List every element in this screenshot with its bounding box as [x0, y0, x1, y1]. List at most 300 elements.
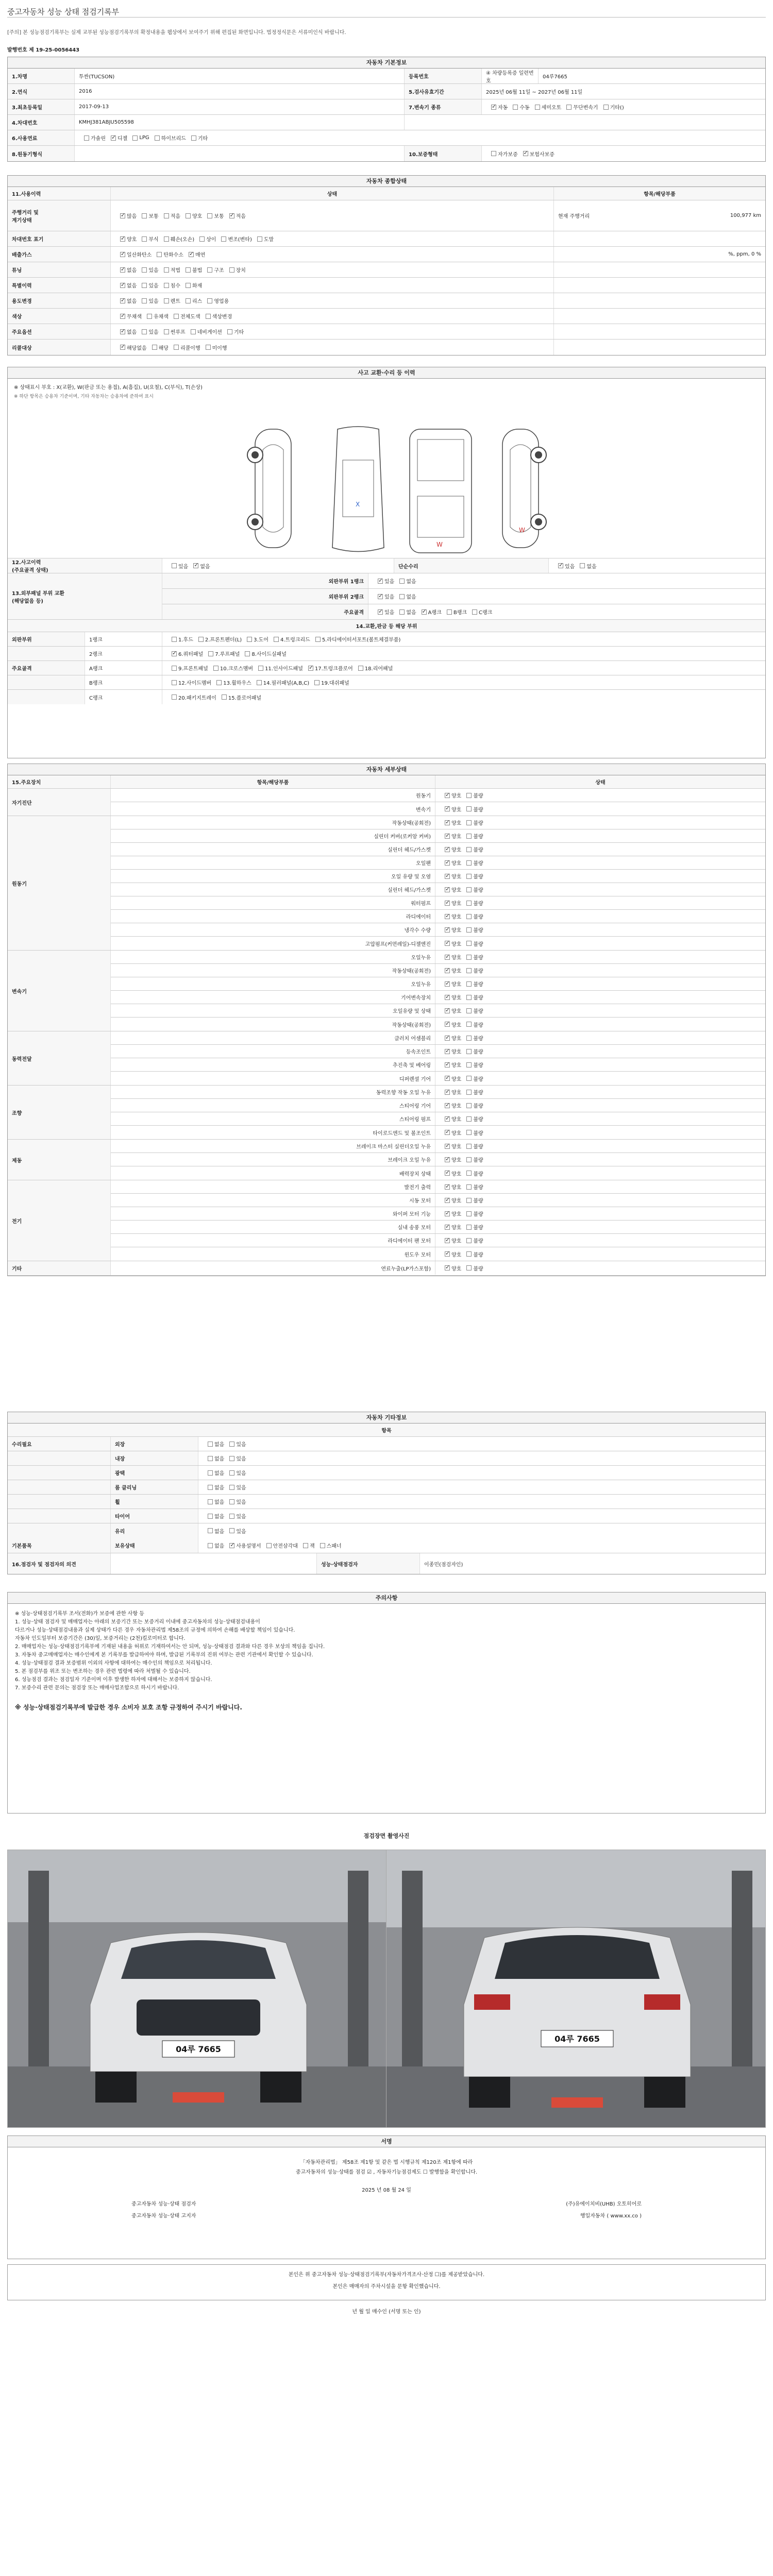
checkbox-icon	[229, 267, 234, 273]
overview-row-label: 배출가스	[8, 247, 111, 262]
option-label: 없음	[406, 595, 416, 600]
option-label: 없음	[214, 1514, 225, 1520]
blank-cell	[405, 115, 765, 130]
checkbox-icon	[120, 345, 125, 350]
option-label: 많음	[127, 214, 137, 219]
warranty-label: 10.보증형태	[405, 146, 482, 161]
checkbox-icon	[580, 563, 585, 568]
option-label: 불량	[473, 941, 483, 947]
checkbox-icon	[229, 1470, 234, 1476]
checkbox-icon	[566, 105, 572, 110]
notes-line: 다르거나 성능·상태점검내용과 실제 상태가 다른 경우 자동차관리법 제58조의 규정에 의하여 손해를 배상할 책임이 있습니다.	[15, 1628, 295, 1633]
option-label: 해당없음	[127, 345, 147, 351]
option-label: 없음	[214, 1544, 225, 1549]
overview-col-3: 항목/해당부품	[554, 187, 765, 200]
option-label: 양호	[451, 1063, 462, 1069]
detail-item-label: 등속조인트	[111, 1045, 435, 1058]
option-label: 불량	[473, 807, 483, 813]
option-label: 네비게이션	[197, 330, 222, 335]
checkbox-icon	[466, 914, 472, 919]
checkbox-icon	[445, 995, 450, 1000]
detail-row	[111, 1153, 765, 1166]
damage-title: 사고 교환·수리 등 이력	[8, 367, 765, 379]
checkbox-icon	[207, 298, 212, 303]
overview-col-2: 상태	[111, 187, 554, 200]
other-row	[8, 1480, 765, 1495]
sign-row-1	[8, 2193, 765, 2207]
option-label: 20.패키지트레이	[178, 695, 216, 701]
checkbox-icon	[120, 329, 125, 334]
option-label: 유채색	[153, 314, 169, 320]
checkbox-icon	[208, 1485, 213, 1490]
option-label: 불량	[473, 861, 483, 867]
detail-col-1: 15.주요장치	[8, 775, 111, 788]
buyer-statement: 본인은 위 중고자동차 성능·상태점검기록부(자동차가격조사·산정 ☐)를 제공받았습니다.	[288, 2272, 485, 2278]
checkbox-icon	[247, 637, 252, 642]
document-title: 중고자동차 성능 상태 점검기록부	[7, 7, 120, 16]
option-label: 썬루프	[170, 330, 186, 335]
option-label: 불량	[473, 1185, 483, 1191]
inspector-row	[8, 1553, 765, 1574]
option-label: 없음	[127, 283, 137, 289]
detail-row	[111, 1018, 765, 1031]
detail-status-options	[435, 937, 765, 950]
detail-row	[111, 991, 765, 1004]
photos-title: 점검장면 촬영사진	[363, 1833, 410, 1839]
option-label: 불량	[473, 995, 483, 1001]
parts-rank-label: B랭크	[85, 675, 162, 689]
overview-row-options	[111, 293, 554, 308]
overview-row	[8, 231, 765, 247]
option-label: 있음	[236, 1471, 246, 1477]
option-label: 없음	[214, 1485, 225, 1491]
detail-row	[111, 1045, 765, 1058]
option-label: 있음	[384, 610, 395, 616]
checkbox-icon	[445, 820, 450, 825]
detail-item-label: 실린더 헤드/가스켓	[111, 883, 435, 896]
detail-status-options	[435, 1004, 765, 1017]
checkbox-icon	[445, 1130, 450, 1135]
detail-group-label: 조향	[8, 1086, 111, 1139]
checkbox-icon	[258, 666, 263, 671]
option-label: 양호	[451, 1158, 462, 1163]
other-item-label: 외장	[111, 1437, 198, 1451]
option-label: 훼손(오손)	[170, 237, 195, 243]
buyer-statement-2: 본인은 매매자의 주차시설을 문항 확인했습니다.	[332, 2284, 441, 2290]
notes-line: 5. 본 점검부를 위조 또는 변조하는 경우 관련 법령에 따라 처벌될 수 있습니다.	[15, 1669, 191, 1674]
replace-label: 13.외부패널 부위 교환 (해당없음 등)	[8, 573, 162, 619]
checkbox-icon	[445, 874, 450, 879]
checkbox-icon	[206, 345, 211, 350]
option-label: 있음	[236, 1442, 246, 1448]
overview-row	[8, 324, 765, 340]
option-label: 양호	[451, 834, 462, 840]
checkbox-icon	[466, 1022, 472, 1027]
overview-row-value	[554, 324, 765, 339]
option-label: 없음	[200, 564, 210, 570]
option-label: 변조(변타)	[228, 237, 252, 243]
overview-title: 자동차 종합상태	[8, 176, 765, 187]
parts-row	[8, 647, 765, 661]
checkbox-icon	[208, 1470, 213, 1476]
option-label: 3.도어	[254, 637, 268, 643]
detail-status-options	[435, 951, 765, 963]
option-label: 양호	[451, 955, 462, 961]
basic-row-1	[8, 69, 765, 84]
detail-status-options	[435, 1153, 765, 1166]
parts-row	[8, 661, 765, 675]
other-info-table	[7, 1412, 766, 1574]
detail-row	[111, 1099, 765, 1112]
opinion-label: 성능·상태점검자	[317, 1553, 420, 1574]
basic-info-table	[7, 57, 766, 162]
checkbox-icon	[445, 1238, 450, 1243]
overview-table	[7, 175, 766, 355]
checkbox-icon	[207, 267, 212, 273]
option-label: LPG	[139, 135, 149, 141]
basic-row-4	[8, 115, 765, 130]
overview-row-options	[111, 247, 554, 262]
parts-rank-label: A랭크	[85, 661, 162, 675]
checkbox-icon	[229, 1543, 234, 1548]
detail-group-label: 동력전달	[8, 1031, 111, 1085]
checkbox-icon	[466, 1251, 472, 1257]
option-label: 있음	[565, 564, 575, 570]
option-label: 양호	[451, 1117, 462, 1123]
option-label: 세미오토	[541, 105, 562, 111]
detail-row	[111, 923, 765, 937]
checkbox-icon	[399, 579, 405, 584]
checkbox-icon	[466, 806, 472, 811]
rear-car-image	[386, 1850, 766, 2128]
checkbox-icon	[445, 1144, 450, 1149]
option-label: 양호	[451, 1144, 462, 1150]
option-label: 불량	[473, 1239, 483, 1244]
option-label: 없음	[214, 1500, 225, 1505]
accident-label: 12.사고이력 (주요골격 상태)	[8, 558, 162, 573]
detail-row	[111, 937, 765, 950]
option-label: 불량	[473, 821, 483, 826]
checkbox-icon	[111, 135, 116, 141]
detail-item-label: 추진축 및 베어링	[111, 1058, 435, 1071]
rear-car-photo	[386, 1850, 766, 2128]
option-label: 구조	[214, 268, 224, 274]
detail-items	[111, 789, 765, 816]
option-label: 전체도색	[180, 314, 200, 320]
overview-row-label: 리콜대상	[8, 340, 111, 355]
other-item-label: 룸 클리닝	[111, 1480, 198, 1494]
option-label: 있음	[236, 1485, 246, 1491]
detail-item-label: 작동상태(공회전)	[111, 964, 435, 977]
detail-row	[111, 1031, 765, 1045]
checkbox-icon	[142, 298, 147, 303]
option-label: 없음	[214, 1529, 225, 1535]
detail-row	[111, 802, 765, 816]
option-label: 14.필러패널(A,B,C)	[263, 681, 310, 686]
detail-group	[8, 1180, 765, 1261]
checkbox-icon	[172, 680, 177, 685]
option-label: 9.프론트패널	[178, 666, 208, 672]
option-label: 13.휠하우스	[223, 681, 251, 686]
inspector-value	[111, 1553, 317, 1574]
checkbox-icon	[229, 1442, 234, 1447]
odometer-label: 주행거리 및 계기상태	[8, 200, 111, 231]
basic-row-5	[8, 130, 765, 146]
other-options	[198, 1480, 765, 1494]
document-number	[7, 45, 79, 53]
detail-status-options	[435, 964, 765, 977]
option-label: 리콜이행	[180, 345, 200, 351]
opinion-value: 이종민(점검자인)	[424, 1562, 463, 1568]
checkbox-icon	[445, 1076, 450, 1081]
checkbox-icon	[399, 609, 405, 615]
detail-status-options	[435, 1099, 765, 1112]
checkbox-icon	[466, 1076, 472, 1081]
detail-item-label: 실내 송풍 모터	[111, 1221, 435, 1233]
option-label: 기타()	[610, 105, 624, 111]
detail-status-options	[435, 1112, 765, 1125]
detail-status-options	[435, 1221, 765, 1233]
detail-group-label: 전기	[8, 1180, 111, 1261]
detail-group	[8, 816, 765, 951]
option-label: 19.대쉬패널	[321, 681, 349, 686]
checkbox-icon	[466, 1184, 472, 1190]
checkbox-icon	[120, 252, 125, 257]
checkbox-icon	[466, 1225, 472, 1230]
option-label: 부식	[148, 237, 159, 243]
parts-rank-label: C랭크	[85, 690, 162, 704]
basic-row-6	[8, 146, 765, 161]
detail-group	[8, 1140, 765, 1180]
checkbox-icon	[213, 666, 219, 671]
detail-status-options	[435, 1180, 765, 1193]
overview-row-value	[554, 231, 765, 246]
basic-items-options	[198, 1538, 765, 1553]
other-options	[198, 1523, 765, 1538]
checkbox-icon	[229, 1514, 234, 1519]
detail-item-label: 작동상태(공회전)	[111, 1018, 435, 1031]
option-label: 양호	[451, 1104, 462, 1109]
notes-line: ※ 성능·상태점검기록부 조서(전화)가 보증에 관한 사항 등	[15, 1611, 144, 1617]
checkbox-icon	[445, 1090, 450, 1095]
checkbox-icon	[466, 1144, 472, 1149]
checkbox-icon	[208, 1528, 213, 1533]
overview-row	[8, 340, 765, 355]
checkbox-icon	[445, 1251, 450, 1257]
reg-number-value: 04루7665	[543, 74, 567, 80]
option-label: 탄화수소	[163, 252, 183, 258]
notes-line: 2. 매매업자는 성능·상태점검기록부에 기재된 내용을 허위로 기재하여서는 안 되며, 성능·상태점검 결과와 다른 경우 보상의 책임을 집니다.	[15, 1644, 325, 1650]
warranty-options	[482, 146, 765, 161]
checkbox-icon	[466, 834, 472, 839]
checkbox-icon	[445, 1211, 450, 1216]
option-label: 1.후드	[178, 637, 193, 643]
detail-group	[8, 789, 765, 816]
notes-line: 6. 성능점검 결과는 점검일자 기준이며 이후 발생한 하자에 대해서는 보증하지 않습니다.	[15, 1677, 212, 1683]
panel-rank-options	[368, 573, 765, 588]
detail-row	[111, 829, 765, 843]
overview-row-options	[111, 309, 554, 324]
inspection-validity-label: 5.검사유효기간	[405, 84, 482, 99]
panel-row	[8, 573, 765, 620]
overview-row-options	[111, 262, 554, 277]
legend-text-2: ※ 하단 항목은 승용차 기준이며, 기타 자동차는 승용차에 준하여 표시	[14, 394, 154, 399]
sign-right-2: 행일자동차 ( www.xx.co )	[580, 2213, 642, 2219]
overview-row	[8, 309, 765, 324]
option-label: 있음	[236, 1456, 246, 1462]
other-group-label	[8, 1523, 111, 1538]
detail-item-label: 동력조향 작동 오일 누유	[111, 1086, 435, 1098]
option-label: 없음	[586, 564, 597, 570]
checkbox-icon	[466, 941, 472, 946]
option-label: 적음	[170, 214, 180, 219]
document-number-value: 19-25-0056443	[36, 47, 80, 53]
checkbox-icon	[206, 314, 211, 319]
option-label: 렌트	[170, 299, 180, 304]
parts-group-label: 외판부위	[8, 632, 85, 646]
checkbox-icon	[445, 806, 450, 811]
option-label: 불량	[473, 1009, 483, 1014]
option-label: B랭크	[453, 610, 467, 616]
other-info-title: 자동차 기타정보	[8, 1412, 765, 1423]
checkbox-icon	[445, 1022, 450, 1027]
reg-serial-label: ④ 차량등록증 일련번호	[482, 69, 539, 83]
checkbox-icon	[315, 637, 321, 642]
checkbox-icon	[164, 236, 169, 242]
detail-items	[111, 1140, 765, 1180]
option-label: 불량	[473, 1090, 483, 1096]
car-bottom	[410, 429, 472, 553]
option-label: 양호	[451, 1225, 462, 1231]
option-label: 불량	[473, 914, 483, 920]
detail-row	[111, 870, 765, 883]
option-label: 15.플로어패널	[228, 695, 262, 701]
detail-row	[111, 856, 765, 870]
parts-options	[162, 675, 765, 689]
option-label: 불법	[192, 268, 203, 274]
option-label: 양호	[451, 982, 462, 988]
overview-row-options	[111, 340, 554, 355]
checkbox-icon	[186, 298, 191, 303]
checkbox-icon	[157, 252, 162, 257]
option-label: 가솔린	[91, 136, 106, 142]
detail-group-label: 기타	[8, 1261, 111, 1275]
basic-items-group: 기본품목	[8, 1538, 111, 1553]
overview-col-1: 11.사용이력	[8, 187, 111, 200]
overview-row-value	[554, 278, 765, 293]
checkbox-icon	[208, 1442, 213, 1447]
option-label: 불량	[473, 1212, 483, 1217]
option-label: 있음	[148, 283, 159, 289]
option-label: 스패너	[326, 1544, 342, 1549]
detail-row	[111, 1247, 765, 1261]
option-label: 불량	[473, 1036, 483, 1042]
option-label: 불량	[473, 1049, 483, 1055]
checkbox-icon	[513, 105, 518, 110]
detail-row	[111, 951, 765, 964]
parts-group-label: 주요골격	[8, 661, 85, 675]
checkbox-icon	[466, 793, 472, 798]
svg-text:W: W	[436, 541, 443, 548]
option-label: 양호	[451, 1185, 462, 1191]
option-label: 4.트렁크리드	[280, 637, 310, 643]
option-label: 상이	[206, 237, 216, 243]
parts-options	[162, 661, 765, 675]
checkbox-icon	[164, 283, 169, 288]
option-label: 양호	[127, 237, 137, 243]
detail-item-label: 고압펌프(커먼레일)-디젤엔진	[111, 937, 435, 950]
parts-options	[162, 647, 765, 660]
checkbox-icon	[120, 283, 125, 288]
detail-status-options	[435, 1234, 765, 1247]
detail-row	[111, 964, 765, 977]
option-label: 양호	[451, 1130, 462, 1137]
option-label: 보통	[148, 214, 159, 219]
option-label: 없음	[214, 1442, 225, 1448]
detail-status-options	[435, 1045, 765, 1058]
option-label: 보험사보증	[529, 151, 554, 158]
basic-items-label: 보유상태	[111, 1538, 198, 1553]
checkbox-icon	[172, 666, 177, 671]
option-label: 양호	[451, 901, 462, 907]
checkbox-icon	[120, 267, 125, 273]
overview-header	[8, 187, 765, 200]
parts-group-label	[8, 647, 85, 660]
option-label: 해당	[158, 345, 169, 351]
option-label: 영업용	[214, 299, 229, 304]
option-label: 양호	[192, 214, 203, 219]
option-label: 리스	[192, 299, 203, 304]
overview-row-label: 튜닝	[8, 262, 111, 277]
option-label: 불량	[473, 1266, 483, 1272]
detail-status-options	[435, 977, 765, 990]
detail-row	[111, 1004, 765, 1018]
option-label: 불량	[473, 1130, 483, 1137]
option-label: 불량	[473, 1022, 483, 1028]
other-options	[198, 1466, 765, 1480]
checkbox-icon	[227, 329, 232, 334]
option-label: 양호	[451, 807, 462, 813]
checkbox-icon	[466, 847, 472, 852]
model-year-value: 2016	[75, 84, 405, 99]
other-rows	[8, 1437, 765, 1538]
checkbox-icon	[198, 637, 204, 642]
detail-status-options	[435, 1031, 765, 1044]
option-label: 양호	[451, 793, 462, 799]
option-label: 불량	[473, 1171, 483, 1177]
detail-status-options	[435, 1194, 765, 1207]
other-col: 항목	[8, 1423, 765, 1436]
sign-row-2	[8, 2207, 765, 2219]
option-label: 불량	[473, 982, 483, 988]
option-label: 양호	[451, 1009, 462, 1014]
option-label: 양호	[451, 888, 462, 893]
parts-rank-label: 1랭크	[85, 632, 162, 646]
overview-row-value	[554, 340, 765, 355]
detail-col-2: 항목/해당부품	[111, 775, 435, 788]
option-label: 불량	[473, 834, 483, 840]
option-label: 기타	[233, 330, 244, 335]
checkbox-icon	[164, 329, 169, 334]
transmission-options	[482, 99, 765, 114]
detail-status-options	[435, 843, 765, 856]
option-label: 불량	[473, 1104, 483, 1109]
checkbox-icon	[229, 1456, 234, 1461]
checkbox-icon	[229, 213, 234, 218]
detail-items	[111, 951, 765, 1031]
detail-status-options	[435, 1261, 765, 1275]
sign-right-1: (주)유에이치비(UHB) 오토히어로	[566, 2201, 642, 2207]
